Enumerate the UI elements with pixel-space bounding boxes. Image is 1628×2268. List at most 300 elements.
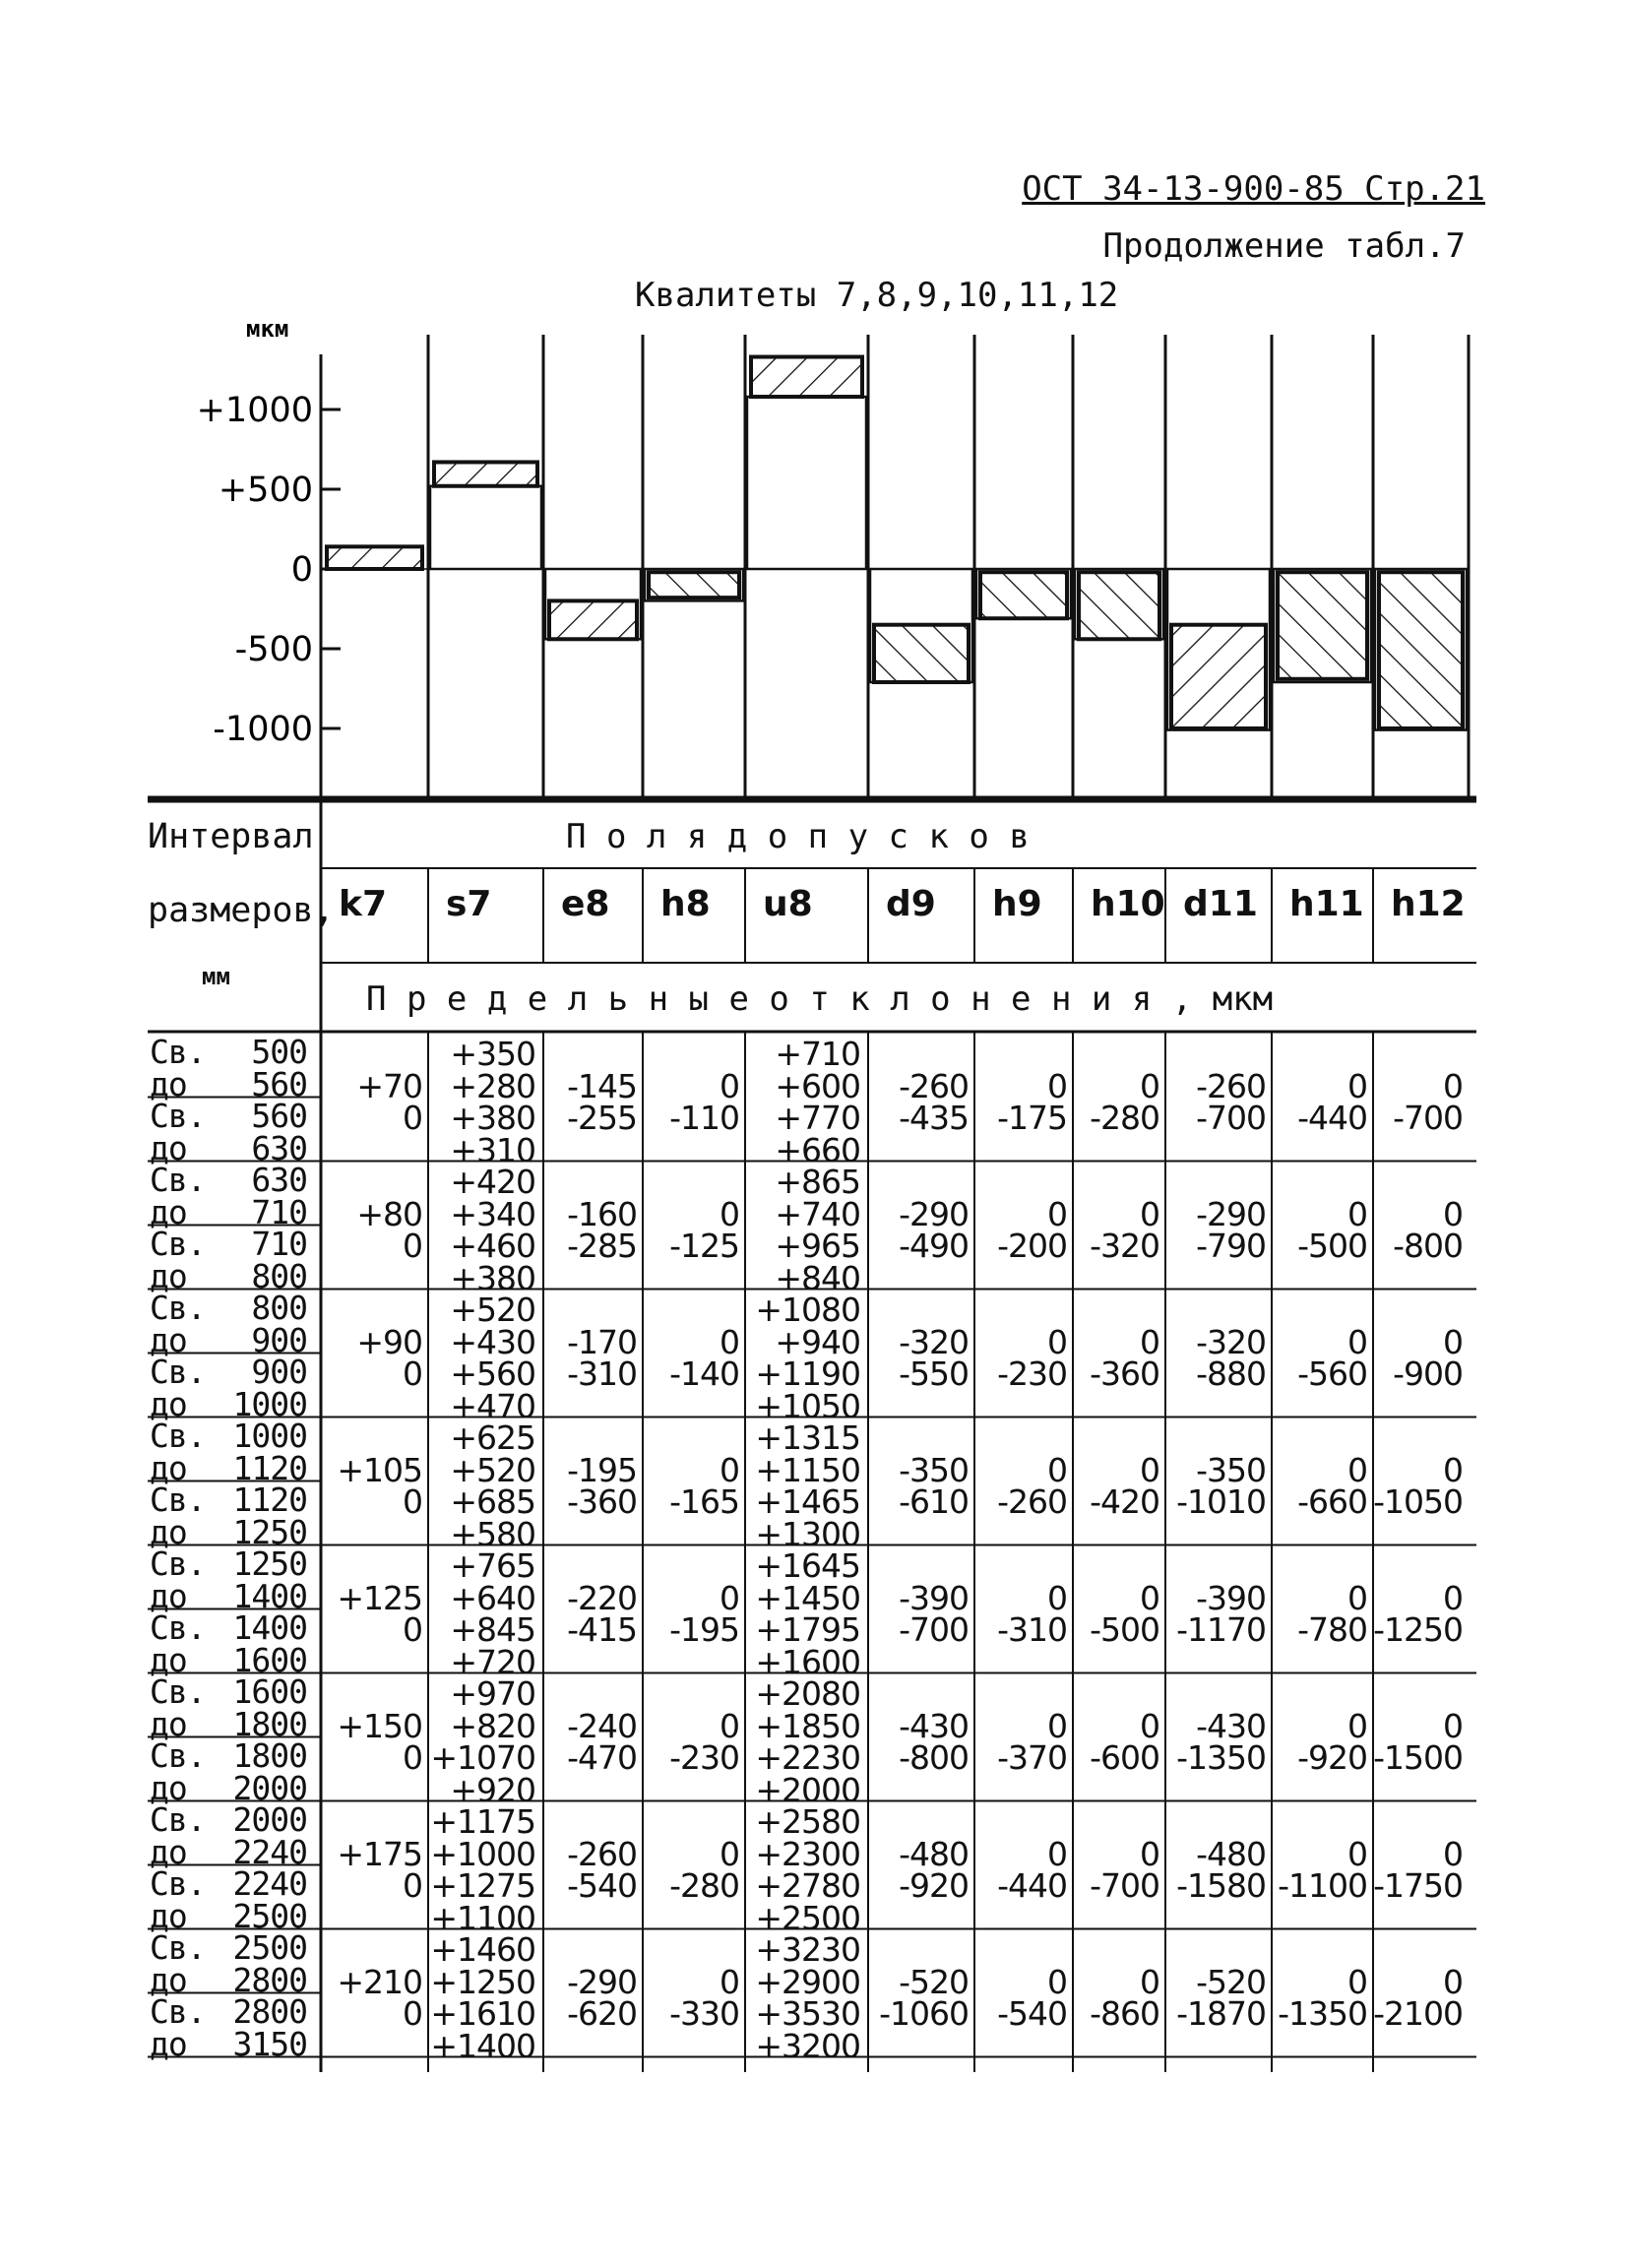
cell-s7-3: +1100 bbox=[430, 1898, 535, 1937]
y-axis-unit: мкм bbox=[246, 315, 289, 343]
cell-e8-lower: -255 bbox=[567, 1099, 637, 1137]
cell-s7-1: +280 bbox=[450, 1066, 535, 1105]
tolerance-zone-d11 bbox=[1171, 625, 1266, 728]
cell-k7-lower: 0 bbox=[403, 1099, 422, 1137]
row-to-value: 1000 bbox=[232, 1384, 307, 1423]
cell-h10-upper: 0 bbox=[1140, 1194, 1159, 1233]
sizes-label: размеров, bbox=[148, 891, 335, 930]
row-from-value: 2240 bbox=[232, 1864, 307, 1903]
cell-h9-upper: 0 bbox=[1047, 1322, 1067, 1361]
cell-d9-lower: -490 bbox=[899, 1227, 969, 1265]
row-from-value: 1400 bbox=[232, 1608, 307, 1647]
cell-e8-upper: -290 bbox=[567, 1962, 637, 2001]
cell-s7-1: +520 bbox=[450, 1450, 535, 1489]
cell-h10-lower: -320 bbox=[1090, 1227, 1159, 1265]
cell-k7-upper: +150 bbox=[337, 1706, 422, 1745]
cell-d11-upper: -480 bbox=[1196, 1834, 1266, 1873]
cell-u8-3: +2500 bbox=[755, 1898, 860, 1937]
cell-e8-upper: -195 bbox=[567, 1450, 637, 1489]
cell-u8-3: +3200 bbox=[755, 2026, 860, 2065]
cell-k7-upper: +70 bbox=[356, 1066, 422, 1105]
tolerance-zone-u8 bbox=[751, 357, 862, 398]
cell-h9-upper: 0 bbox=[1047, 1450, 1067, 1489]
cell-s7-1: +820 bbox=[450, 1706, 535, 1745]
tolerance-zone-h12 bbox=[1379, 572, 1463, 728]
cell-h9-upper: 0 bbox=[1047, 1578, 1067, 1617]
interval-label: Интервал bbox=[148, 817, 314, 856]
y-tick-label: +1000 bbox=[196, 391, 313, 430]
cell-h11-upper: 0 bbox=[1347, 1194, 1367, 1233]
cell-d11-lower: -1170 bbox=[1176, 1610, 1266, 1649]
cell-h11-upper: 0 bbox=[1347, 1322, 1367, 1361]
cell-d11-upper: -290 bbox=[1196, 1194, 1266, 1233]
deviations-title: П р е д е л ь н ы е о т к л о н е н и я , мкм bbox=[366, 979, 1274, 1019]
cell-h8-lower: -195 bbox=[669, 1610, 739, 1649]
cell-u8-3: +1300 bbox=[755, 1514, 860, 1553]
cell-h11-upper: 0 bbox=[1347, 1706, 1367, 1745]
tolerance-zone-h11 bbox=[1278, 572, 1367, 679]
cell-e8-upper: -145 bbox=[567, 1066, 637, 1105]
row-to-prefix: до bbox=[150, 1192, 187, 1231]
cell-s7-2: +1610 bbox=[430, 1994, 535, 2033]
row-to-value: 1800 bbox=[232, 1704, 307, 1743]
row-from-prefix: Св. bbox=[150, 1225, 206, 1263]
cell-h8-upper: 0 bbox=[720, 1450, 739, 1489]
cell-h8-lower: -110 bbox=[669, 1099, 739, 1137]
cell-k7-lower: 0 bbox=[403, 1738, 422, 1777]
cell-s7-0: +420 bbox=[450, 1163, 535, 1201]
cell-h8-lower: -280 bbox=[669, 1866, 739, 1905]
cell-h12-upper: 0 bbox=[1443, 1450, 1463, 1489]
cell-h12-upper: 0 bbox=[1443, 1066, 1463, 1105]
cell-h8-upper: 0 bbox=[720, 1066, 739, 1105]
cell-k7-lower: 0 bbox=[403, 1227, 422, 1265]
qualities-title: Квалитеты 7,8,9,10,11,12 bbox=[635, 276, 1119, 315]
cell-d9-upper: -260 bbox=[899, 1066, 969, 1105]
cell-h8-lower: -125 bbox=[669, 1227, 739, 1265]
cell-u8-0: +1315 bbox=[755, 1418, 860, 1457]
tolerance-zone-k7 bbox=[327, 546, 422, 569]
cell-h9-upper: 0 bbox=[1047, 1066, 1067, 1105]
column-code-h10: h10 bbox=[1091, 884, 1165, 924]
row-to-prefix: до bbox=[150, 1640, 187, 1679]
cell-h9-upper: 0 bbox=[1047, 1962, 1067, 2001]
cell-h12-lower: -900 bbox=[1393, 1354, 1463, 1393]
document-code: ОСТ 34-13-900-85 Стр.21 bbox=[1022, 169, 1485, 209]
row-to-prefix: до bbox=[150, 1704, 187, 1743]
cell-h9-lower: -230 bbox=[997, 1354, 1067, 1393]
cell-s7-3: +920 bbox=[450, 1770, 535, 1809]
cell-h12-upper: 0 bbox=[1443, 1194, 1463, 1233]
row-from-value: 1120 bbox=[232, 1480, 307, 1519]
row-to-prefix: до bbox=[150, 1768, 187, 1807]
row-from-value: 900 bbox=[251, 1353, 307, 1391]
row-to-value: 2000 bbox=[232, 1768, 307, 1807]
column-code-k7: k7 bbox=[339, 884, 387, 924]
cell-d9-lower: -920 bbox=[899, 1866, 969, 1905]
fields-title: П о л я д о п у с к о в bbox=[566, 817, 1030, 856]
cell-h10-upper: 0 bbox=[1140, 1962, 1159, 2001]
row-to-prefix: до bbox=[150, 1960, 187, 1999]
row-from-value: 1250 bbox=[232, 1544, 307, 1583]
cell-h8-upper: 0 bbox=[720, 1706, 739, 1745]
cell-e8-upper: -220 bbox=[567, 1578, 637, 1617]
row-to-prefix: до bbox=[150, 1320, 187, 1359]
cell-h11-upper: 0 bbox=[1347, 1578, 1367, 1617]
cell-h12-lower: -1050 bbox=[1373, 1482, 1463, 1521]
row-to-value: 1600 bbox=[232, 1640, 307, 1679]
cell-u8-1: +1850 bbox=[755, 1706, 860, 1745]
cell-h10-upper: 0 bbox=[1140, 1578, 1159, 1617]
cell-e8-upper: -160 bbox=[567, 1194, 637, 1233]
column-code-u8: u8 bbox=[763, 884, 813, 924]
cell-e8-upper: -240 bbox=[567, 1706, 637, 1745]
cell-h12-lower: -1750 bbox=[1373, 1866, 1463, 1905]
row-to-value: 1250 bbox=[232, 1512, 307, 1551]
cell-d9-lower: -435 bbox=[899, 1099, 969, 1137]
cell-u8-3: +660 bbox=[775, 1130, 860, 1169]
cell-k7-lower: 0 bbox=[403, 1610, 422, 1649]
cell-d9-lower: -700 bbox=[899, 1610, 969, 1649]
cell-h10-lower: -420 bbox=[1090, 1482, 1159, 1521]
cell-s7-3: +720 bbox=[450, 1642, 535, 1681]
row-to-value: 1120 bbox=[232, 1448, 307, 1487]
cell-u8-1: +940 bbox=[775, 1322, 860, 1361]
cell-d11-upper: -520 bbox=[1196, 1962, 1266, 2001]
row-from-value: 630 bbox=[251, 1161, 307, 1199]
cell-h11-upper: 0 bbox=[1347, 1834, 1367, 1873]
cell-h10-lower: -860 bbox=[1090, 1994, 1159, 2033]
cell-h10-lower: -360 bbox=[1090, 1354, 1159, 1393]
cell-h12-lower: -2100 bbox=[1373, 1994, 1463, 2033]
cell-h12-lower: -1250 bbox=[1373, 1610, 1463, 1649]
cell-s7-1: +1250 bbox=[430, 1962, 535, 2001]
cell-k7-upper: +105 bbox=[337, 1450, 422, 1489]
cell-e8-lower: -540 bbox=[567, 1866, 637, 1905]
row-from-prefix: Св. bbox=[150, 1608, 206, 1647]
cell-h12-upper: 0 bbox=[1443, 1322, 1463, 1361]
row-from-value: 2500 bbox=[232, 1928, 307, 1967]
column-code-d11: d11 bbox=[1183, 884, 1258, 924]
cell-h8-lower: -230 bbox=[669, 1738, 739, 1777]
column-code-d9: d9 bbox=[886, 884, 936, 924]
cell-h9-lower: -370 bbox=[997, 1738, 1067, 1777]
cell-s7-1: +640 bbox=[450, 1578, 535, 1617]
cell-u8-0: +710 bbox=[775, 1035, 860, 1073]
cell-h9-lower: -260 bbox=[997, 1482, 1067, 1521]
cell-d9-upper: -390 bbox=[899, 1578, 969, 1617]
row-to-value: 2500 bbox=[232, 1896, 307, 1935]
row-to-prefix: до bbox=[150, 1448, 187, 1487]
cell-s7-1: +340 bbox=[450, 1194, 535, 1233]
cell-h11-lower: -780 bbox=[1297, 1610, 1367, 1649]
cell-h12-upper: 0 bbox=[1443, 1706, 1463, 1745]
cell-e8-lower: -620 bbox=[567, 1994, 637, 2033]
cell-h8-lower: -140 bbox=[669, 1354, 739, 1393]
cell-d9-lower: -610 bbox=[899, 1482, 969, 1521]
cell-h11-lower: -1350 bbox=[1278, 1994, 1367, 2033]
cell-k7-upper: +175 bbox=[337, 1834, 422, 1873]
cell-h8-lower: -330 bbox=[669, 1994, 739, 2033]
cell-h9-lower: -310 bbox=[997, 1610, 1067, 1649]
cell-u8-3: +1050 bbox=[755, 1386, 860, 1425]
bar-s7 bbox=[430, 486, 541, 569]
cell-s7-0: +520 bbox=[450, 1291, 535, 1329]
row-from-prefix: Св. bbox=[150, 1417, 206, 1455]
cell-s7-2: +460 bbox=[450, 1227, 535, 1265]
cell-h8-upper: 0 bbox=[720, 1578, 739, 1617]
cell-s7-3: +580 bbox=[450, 1514, 535, 1553]
cell-s7-2: +380 bbox=[450, 1099, 535, 1137]
row-from-prefix: Св. bbox=[150, 1480, 206, 1519]
y-tick-label: 0 bbox=[290, 550, 313, 590]
cell-h11-upper: 0 bbox=[1347, 1066, 1367, 1105]
cell-h11-lower: -660 bbox=[1297, 1482, 1367, 1521]
row-to-value: 800 bbox=[251, 1256, 307, 1295]
cell-h9-upper: 0 bbox=[1047, 1194, 1067, 1233]
cell-u8-1: +600 bbox=[775, 1066, 860, 1105]
column-code-h9: h9 bbox=[992, 884, 1042, 924]
cell-d9-upper: -320 bbox=[899, 1322, 969, 1361]
cell-d11-lower: -880 bbox=[1196, 1354, 1266, 1393]
cell-u8-3: +840 bbox=[775, 1258, 860, 1297]
cell-s7-1: +430 bbox=[450, 1322, 535, 1361]
column-code-h12: h12 bbox=[1391, 884, 1466, 924]
cell-d9-lower: -1060 bbox=[879, 1994, 969, 2033]
row-from-prefix: Св. bbox=[150, 1736, 206, 1775]
cell-h9-upper: 0 bbox=[1047, 1706, 1067, 1745]
cell-h10-lower: -500 bbox=[1090, 1610, 1159, 1649]
cell-d11-lower: -700 bbox=[1196, 1099, 1266, 1137]
row-to-value: 710 bbox=[251, 1192, 307, 1231]
cell-u8-0: +3230 bbox=[755, 1930, 860, 1969]
cell-e8-upper: -260 bbox=[567, 1834, 637, 1873]
cell-h11-lower: -1100 bbox=[1278, 1866, 1367, 1905]
cell-k7-upper: +125 bbox=[337, 1578, 422, 1617]
row-from-value: 560 bbox=[251, 1097, 307, 1135]
row-from-prefix: Св. bbox=[150, 1033, 206, 1071]
cell-u8-0: +1645 bbox=[755, 1546, 860, 1585]
y-tick-label: -1000 bbox=[213, 710, 313, 749]
cell-h10-upper: 0 bbox=[1140, 1066, 1159, 1105]
tolerance-zone-h10 bbox=[1079, 572, 1159, 639]
cell-u8-1: +740 bbox=[775, 1194, 860, 1233]
cell-d11-upper: -350 bbox=[1196, 1450, 1266, 1489]
cell-s7-2: +845 bbox=[450, 1610, 535, 1649]
row-from-value: 2000 bbox=[232, 1800, 307, 1839]
cell-s7-3: +470 bbox=[450, 1386, 535, 1425]
cell-u8-1: +1450 bbox=[755, 1578, 860, 1617]
cell-h9-lower: -440 bbox=[997, 1866, 1067, 1905]
row-to-prefix: до bbox=[150, 1896, 187, 1935]
cell-u8-0: +2080 bbox=[755, 1674, 860, 1713]
cell-u8-2: +2780 bbox=[755, 1866, 860, 1905]
cell-k7-lower: 0 bbox=[403, 1866, 422, 1905]
cell-s7-2: +685 bbox=[450, 1482, 535, 1521]
row-from-prefix: Св. bbox=[150, 1864, 206, 1903]
cell-h10-lower: -700 bbox=[1090, 1866, 1159, 1905]
cell-h10-lower: -600 bbox=[1090, 1738, 1159, 1777]
cell-h9-lower: -200 bbox=[997, 1227, 1067, 1265]
row-to-value: 3150 bbox=[232, 2024, 307, 2063]
cell-u8-3: +2000 bbox=[755, 1770, 860, 1809]
row-to-prefix: до bbox=[150, 1576, 187, 1615]
bar-u8 bbox=[747, 397, 866, 569]
row-to-prefix: до bbox=[150, 1832, 187, 1871]
row-to-value: 560 bbox=[251, 1064, 307, 1103]
cell-s7-0: +765 bbox=[450, 1546, 535, 1585]
cell-h12-lower: -700 bbox=[1393, 1099, 1463, 1137]
row-to-value: 630 bbox=[251, 1128, 307, 1167]
cell-d9-upper: -430 bbox=[899, 1706, 969, 1745]
cell-h12-upper: 0 bbox=[1443, 1834, 1463, 1873]
cell-d11-upper: -320 bbox=[1196, 1322, 1266, 1361]
cell-e8-lower: -285 bbox=[567, 1227, 637, 1265]
row-from-prefix: Св. bbox=[150, 1097, 206, 1135]
cell-k7-upper: +210 bbox=[337, 1962, 422, 2001]
cell-h8-upper: 0 bbox=[720, 1962, 739, 2001]
cell-d11-lower: -790 bbox=[1196, 1227, 1266, 1265]
cell-s7-2: +1275 bbox=[430, 1866, 535, 1905]
row-to-value: 2800 bbox=[232, 1960, 307, 1999]
mm-label: мм bbox=[202, 963, 230, 990]
cell-e8-lower: -470 bbox=[567, 1738, 637, 1777]
cell-h9-lower: -540 bbox=[997, 1994, 1067, 2033]
cell-u8-0: +2580 bbox=[755, 1802, 860, 1841]
cell-k7-lower: 0 bbox=[403, 1354, 422, 1393]
row-to-value: 1400 bbox=[232, 1576, 307, 1615]
cell-d11-lower: -1870 bbox=[1176, 1994, 1266, 2033]
cell-h10-upper: 0 bbox=[1140, 1322, 1159, 1361]
cell-h11-lower: -440 bbox=[1297, 1099, 1367, 1137]
cell-h11-lower: -500 bbox=[1297, 1227, 1367, 1265]
cell-h12-upper: 0 bbox=[1443, 1578, 1463, 1617]
row-from-prefix: Св. bbox=[150, 1161, 206, 1199]
cell-u8-1: +1150 bbox=[755, 1450, 860, 1489]
cell-d11-lower: -1580 bbox=[1176, 1866, 1266, 1905]
cell-s7-0: +625 bbox=[450, 1418, 535, 1457]
y-tick-label: -500 bbox=[234, 630, 313, 669]
cell-h11-upper: 0 bbox=[1347, 1450, 1367, 1489]
row-from-prefix: Св. bbox=[150, 1992, 206, 2031]
cell-u8-2: +1465 bbox=[755, 1482, 860, 1521]
cell-u8-2: +2230 bbox=[755, 1738, 860, 1777]
cell-u8-1: +2300 bbox=[755, 1834, 860, 1873]
cell-d11-lower: -1010 bbox=[1176, 1482, 1266, 1521]
y-tick-label: +500 bbox=[218, 471, 313, 510]
cell-h12-lower: -800 bbox=[1393, 1227, 1463, 1265]
row-to-prefix: до bbox=[150, 1384, 187, 1423]
cell-h8-upper: 0 bbox=[720, 1194, 739, 1233]
column-code-h8: h8 bbox=[660, 884, 711, 924]
cell-h10-lower: -280 bbox=[1090, 1099, 1159, 1137]
cell-d11-lower: -1350 bbox=[1176, 1738, 1266, 1777]
row-from-prefix: Св. bbox=[150, 1928, 206, 1967]
column-code-h11: h11 bbox=[1289, 884, 1364, 924]
row-from-value: 2800 bbox=[232, 1992, 307, 2031]
cell-e8-upper: -170 bbox=[567, 1322, 637, 1361]
cell-u8-2: +1795 bbox=[755, 1610, 860, 1649]
cell-h12-upper: 0 bbox=[1443, 1962, 1463, 2001]
row-from-prefix: Св. bbox=[150, 1800, 206, 1839]
cell-u8-2: +965 bbox=[775, 1227, 860, 1265]
cell-k7-lower: 0 bbox=[403, 1994, 422, 2033]
cell-e8-lower: -360 bbox=[567, 1482, 637, 1521]
cell-h10-upper: 0 bbox=[1140, 1834, 1159, 1873]
row-from-value: 1000 bbox=[232, 1417, 307, 1455]
cell-s7-2: +560 bbox=[450, 1354, 535, 1393]
cell-d11-upper: -430 bbox=[1196, 1706, 1266, 1745]
cell-e8-lower: -310 bbox=[567, 1354, 637, 1393]
tolerance-zone-h9 bbox=[980, 572, 1067, 618]
row-from-value: 1800 bbox=[232, 1736, 307, 1775]
cell-d9-upper: -350 bbox=[899, 1450, 969, 1489]
cell-u8-1: +2900 bbox=[755, 1962, 860, 2001]
row-from-value: 500 bbox=[251, 1033, 307, 1071]
cell-u8-2: +1190 bbox=[755, 1354, 860, 1393]
column-code-e8: e8 bbox=[561, 884, 610, 924]
cell-h9-upper: 0 bbox=[1047, 1834, 1067, 1873]
cell-h12-lower: -1500 bbox=[1373, 1738, 1463, 1777]
cell-s7-3: +310 bbox=[450, 1130, 535, 1169]
cell-u8-2: +770 bbox=[775, 1099, 860, 1137]
cell-d9-upper: -520 bbox=[899, 1962, 969, 2001]
row-to-prefix: до bbox=[150, 2024, 187, 2063]
cell-h8-lower: -165 bbox=[669, 1482, 739, 1521]
continuation-title: Продолжение табл.7 bbox=[1102, 226, 1466, 266]
cell-h8-upper: 0 bbox=[720, 1322, 739, 1361]
row-from-value: 800 bbox=[251, 1289, 307, 1327]
column-code-s7: s7 bbox=[446, 884, 492, 924]
cell-d11-upper: -260 bbox=[1196, 1066, 1266, 1105]
row-to-value: 900 bbox=[251, 1320, 307, 1359]
cell-h9-lower: -175 bbox=[997, 1099, 1067, 1137]
cell-s7-3: +1400 bbox=[430, 2026, 535, 2065]
row-to-prefix: до bbox=[150, 1512, 187, 1551]
row-to-prefix: до bbox=[150, 1128, 187, 1167]
row-from-prefix: Св. bbox=[150, 1289, 206, 1327]
cell-d11-upper: -390 bbox=[1196, 1578, 1266, 1617]
cell-s7-0: +1460 bbox=[430, 1930, 535, 1969]
cell-s7-0: +1175 bbox=[430, 1802, 535, 1841]
cell-u8-0: +865 bbox=[775, 1163, 860, 1201]
tolerance-zone-s7 bbox=[434, 462, 537, 485]
row-from-prefix: Св. bbox=[150, 1353, 206, 1391]
cell-s7-0: +970 bbox=[450, 1674, 535, 1713]
cell-d9-upper: -290 bbox=[899, 1194, 969, 1233]
cell-k7-upper: +80 bbox=[356, 1194, 422, 1233]
cell-h8-upper: 0 bbox=[720, 1834, 739, 1873]
tolerance-zone-e8 bbox=[549, 600, 637, 639]
cell-d9-lower: -550 bbox=[899, 1354, 969, 1393]
cell-s7-3: +380 bbox=[450, 1258, 535, 1297]
cell-s7-1: +1000 bbox=[430, 1834, 535, 1873]
cell-u8-2: +3530 bbox=[755, 1994, 860, 2033]
row-to-prefix: до bbox=[150, 1256, 187, 1295]
cell-d9-lower: -800 bbox=[899, 1738, 969, 1777]
cell-s7-2: +1070 bbox=[430, 1738, 535, 1777]
tolerance-zone-h8 bbox=[649, 572, 739, 598]
cell-s7-0: +350 bbox=[450, 1035, 535, 1073]
cell-e8-lower: -415 bbox=[567, 1610, 637, 1649]
cell-h11-upper: 0 bbox=[1347, 1962, 1367, 2001]
cell-k7-lower: 0 bbox=[403, 1482, 422, 1521]
row-from-prefix: Св. bbox=[150, 1672, 206, 1711]
tolerance-zone-d9 bbox=[874, 625, 969, 682]
row-to-prefix: до bbox=[150, 1064, 187, 1103]
cell-d9-upper: -480 bbox=[899, 1834, 969, 1873]
row-to-value: 2240 bbox=[232, 1832, 307, 1871]
